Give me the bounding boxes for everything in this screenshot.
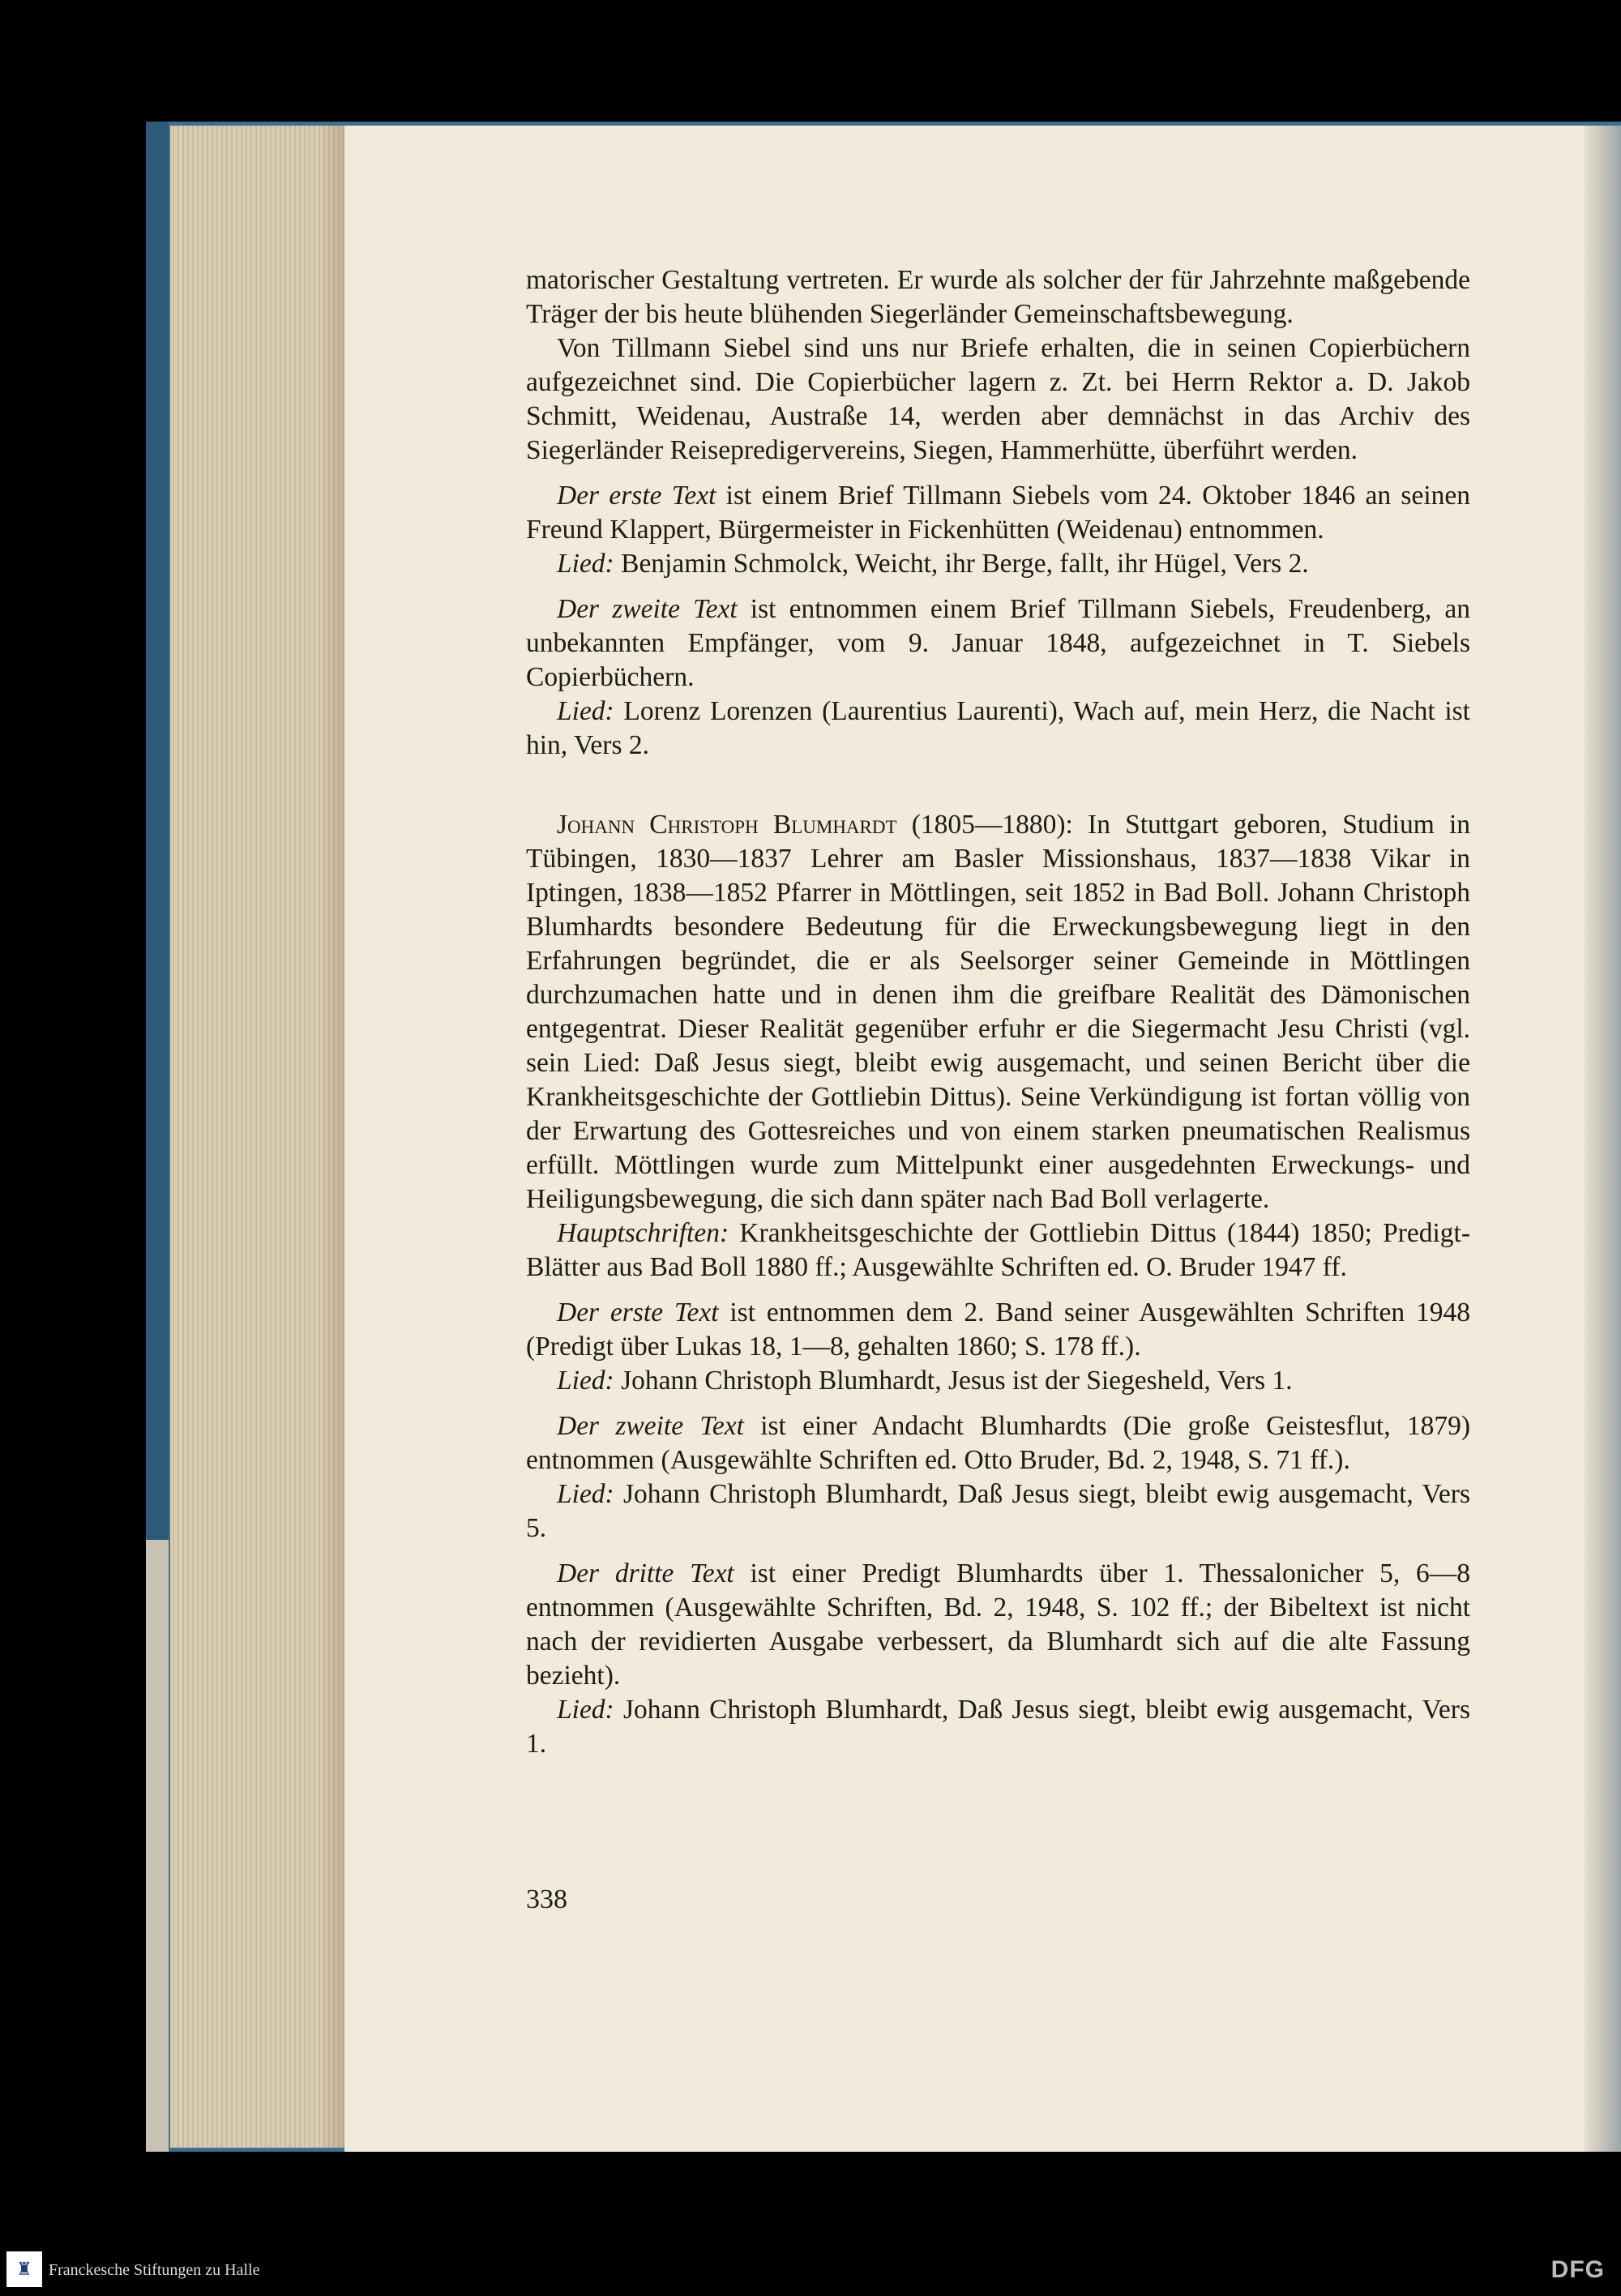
paragraph: Von Tillmann Siebel sind uns nur Briefe erhalten, die in seinen Copierbüchern aufgezeichnet sind. Die Copierbücher lagern z. Zt. bei Herrn Rektor a. D. Jakob Schmitt, Weidenau, Austraße 14, werden aber demnächst in das Archiv des Siegerländer Reisepredigervereins, Siegen, Hammerhütte, überführt werden. [526,333,1470,465]
paragraph-lead: Der zweite Text [557,1411,744,1441]
institution-name: Franckesche Stiftungen zu Halle [49,2261,260,2279]
paragraph: Lied: Benjamin Schmolck, Weicht, ihr Berge, fallt, ihr Hügel, Vers 2. [557,549,1309,579]
paragraph-lead: Der erste Text [557,1298,719,1328]
paragraph: Lied: Lorenz Lorenzen (Laurentius Laurenti), Wach auf, mein Herz, die Nacht ist hin, Vers 2. [526,696,1470,760]
paragraph-lead: Lied: [557,1366,614,1396]
institution-crest-icon: ♜ [6,2251,42,2287]
paragraph-lead: Lied: [557,549,614,579]
paragraph-lead: Lied: [557,1479,614,1509]
paragraph: Der zweite Text ist entnommen einem Brief Tillmann Siebels, Freudenberg, an unbekannten Empfänger, vom 9. Januar 1848, aufgezeichnet in T. Siebels Copierbüchern. [526,594,1471,692]
paragraph: Hauptschriften: Krankheitsgeschichte der Gottliebin Dittus (1844) 1850; Predigt-Blätter aus Bad Boll 1880 ff.; Ausgewählte Schriften ed. O. Bruder 1947 ff. [526,1218,1470,1282]
paragraph: Der erste Text ist entnommen dem 2. Band seiner Ausgewählten Schriften 1948 (Predigt über Lukas 18, 1—8, gehalten 1860; S. 178 ff.). [526,1298,1471,1362]
page-body-text [526,263,1470,1761]
cover-lower-edge [146,1540,169,2152]
paragraph: Der dritte Text ist einer Predigt Blumhardts über 1. Thessalonicher 5, 6—8 entnommen (Ausgewählte Schriften, Bd. 2, 1948, S. 102 ff.; der Bibeltext ist nicht nach der revidierten Ausgabe verbessert, da Blumhardt sich auf die alte Fassung bezieht). [526,1558,1470,1691]
paragraph-lead: Lied: [557,1695,614,1725]
page-right-edge [1585,126,1621,2152]
author-name: Johann Christoph Blumhardt [557,810,897,840]
paragraph: Der erste Text ist einem Brief Tillmann Siebels vom 24. Oktober 1846 an seinen Freund Klappert, Bürgermeister in Fickenhütten (Weidenau) entnommen. [526,481,1471,545]
paragraph: Johann Christoph Blumhardt (1805—1880): In Stuttgart geboren, Studium in Tübingen, 1830—1837 Lehrer am Basler Missionshaus, 1837—1838 Vikar in Iptingen, 1838—1852 Pfarrer in Möttlingen, seit 1852 in Bad Boll. Johann Christoph Blumhardts besondere Bedeutung für die Erweckungsbewegung liegt in den Erfahrungen begründet, die er als Seelsorger seiner Gemeinde in Möttlingen durchzumachen hatte und in denen ihm die greifbare Realität des Dämonischen entgegentrat. Dieser Realität gegenüber erfuhr er die Siegermacht Jesu Christi (vgl. sein Lied: Daß Jesus siegt, bleibt ewig ausgemacht, und seinen Bericht über die Krankheitsgeschichte der Gottliebin Dittus). Seine Verkündigung ist fortan völlig von der Erwartung des Gottesreiches und von einem starken pneumatischen Realismus erfüllt. Möttlingen wurde zum Mittelpunkt einer ausgedehnten Erweckungs- und Heiligungsbewegung, die sich dann später nach Bad Boll verlagerte. [526,810,1470,1214]
paragraph-lead: Der dritte Text [557,1558,734,1588]
paragraph: Lied: Johann Christoph Blumhardt, Daß Jesus siegt, bleibt ewig ausgemacht, Vers 5. [526,1479,1470,1543]
page-number: 338 [526,1884,567,1914]
paragraph-lead: Lied: [557,696,614,726]
paragraph: Lied: Johann Christoph Blumhardt, Daß Jesus siegt, bleibt ewig ausgemacht, Vers 1. [526,1695,1470,1759]
paragraph-lead: Hauptschriften: [557,1218,729,1248]
paragraph: matorischer Gestaltung vertreten. Er wurde als solcher der für Jahrzehnte maßgebende Träger der bis heute blühenden Siegerländer Gemeinschaftsbewegung. [526,265,1470,329]
paragraph: Lied: Johann Christoph Blumhardt, Jesus ist der Siegesheld, Vers 1. [557,1366,1293,1396]
paragraph: Der zweite Text ist einer Andacht Blumhardts (Die große Geistesflut, 1879) entnommen (Ausgewählte Schriften ed. Otto Bruder, Bd. 2, 1948, S. 71 ff.). [526,1411,1470,1475]
page-stack [170,126,344,2148]
paragraph-lead: Der zweite Text [557,594,738,624]
paragraph-lead: Der erste Text [557,481,716,511]
funder-logo: DFG [1550,2256,1605,2283]
